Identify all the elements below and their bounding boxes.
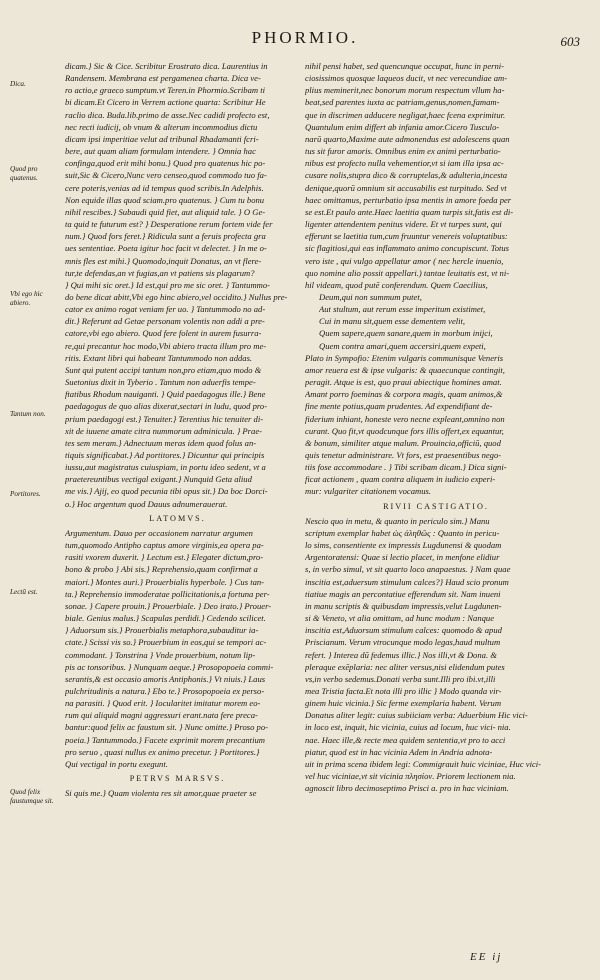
text-line: si & Veneto, vt alia omittam, ad hunc modum : Nanque bbox=[305, 613, 495, 624]
text-line: vero iste , qui vulgo appellatur amor ( nec hercle inuenio, bbox=[305, 255, 504, 266]
text-line: agnoscit libro decimoseptimo Prisci a. pro in hac viciniam. bbox=[305, 783, 509, 794]
text-line: ues sententiae. Poeta igitur hoc facit vt delectet. } In me o- bbox=[65, 243, 267, 254]
text-line: poeia.} Tantummodo.} Facete exprimit morem precantium bbox=[65, 734, 265, 745]
text-line: inscitia est,Aduorsum stimulum calces: quomodo & apud bbox=[305, 625, 502, 636]
text-line: xit de iuuene amate citra nummorum adminicula. } Prae- bbox=[65, 425, 262, 436]
text-line: curant. Quo fit,vt quodcunque fors illis offert,ex equantur, bbox=[305, 425, 504, 436]
text-line: narū quarto,Maxime aute admonendus est adolescens quan bbox=[305, 133, 510, 144]
text-line: pis ac tonsoribus. } Nunquam aeque.} Prosopopoeia commi- bbox=[65, 661, 274, 672]
right-castigatio-block bbox=[305, 515, 567, 795]
text-line: in loco est, inquit, hic vicinia, cuius ad locum, huc vici- nia. bbox=[305, 722, 511, 733]
text-line: me vis.} Ajij, eo quod pecunia tibi opus sit.} Da boc Dorci- bbox=[65, 486, 268, 497]
text-line: dicam ipsi imperitiae velut ad tribunal Rhadamanti fcri- bbox=[65, 133, 259, 144]
text-line: ta.} Reprehensio immoderatae pollicitationis,a fortuna per- bbox=[65, 588, 270, 599]
text-line: Cui in manu sit,quem esse dementem velit, bbox=[319, 316, 466, 327]
text-line: scriptum exemplar habet ὡς ἀληθῶς : Quanto in pericu- bbox=[305, 527, 500, 538]
text-line: ginem huic vicinia.} Sic ferme exemplaria habent. Verum bbox=[305, 698, 502, 709]
text-line: fiderium inhiant, honeste vero necne expleant,omnino non bbox=[305, 413, 505, 424]
text-line: dicam.} Sic & Cice. Scribitur Erostrato dica. Laurentius in bbox=[65, 61, 268, 71]
left-commentary-block bbox=[65, 60, 290, 510]
text-line: plius meminerit,nec bonorum morum respectum vllum ha- bbox=[305, 85, 505, 96]
text-line: bere, aut quam aliam formulam intendere. } Omnia hac bbox=[65, 146, 256, 157]
text-line: in manu scriptis & quibusdam impressis,velut Lugdunen- bbox=[305, 600, 502, 611]
text-line: hil videam, quod putē conferendum. Quem Caecilius, bbox=[305, 279, 488, 290]
text-line: confinga,quod erit mihi bonu.} Quod pro quatenus hic po- bbox=[65, 158, 266, 169]
text-line: maiori.} Montes auri.} Prouerbialis hyperbole. } Cus tan- bbox=[65, 576, 265, 587]
text-line: num.} Quod fors feret.} Ridicula sunt a feruis profecta gra bbox=[65, 231, 266, 242]
text-line: tiatiue magis an percontatiue efferendum sit. Nam inueni bbox=[305, 588, 501, 599]
text-line: cere poteris,venias ad id tempus quod scribis.In Adelphis. bbox=[65, 182, 264, 193]
margin-note-lectum-est: Lectū est. bbox=[10, 588, 38, 596]
text-line: Quem sapere,quem sanare,quem in morbum inijci, bbox=[319, 328, 493, 339]
margin-note-portitores: Portitores. bbox=[10, 490, 41, 498]
text-line: bono & probo } Abi sis.} Reprehensio,quam confirmat a bbox=[65, 564, 258, 575]
text-line: tiquis significabat.} Ad portitores.} Dicuntur qui principis bbox=[65, 450, 265, 460]
text-line: refert. } Interea dū fedemus illic.} Nos illi,vt & Dona. & bbox=[305, 649, 497, 660]
text-line: bantur:quod felix ac faustum sit. } Nunc omitte.} Proso po- bbox=[65, 722, 269, 733]
right-commentary-block bbox=[305, 60, 567, 291]
text-line: tur,te defendas,an vt fugias,an vt patiens sis plagarum? bbox=[65, 267, 255, 278]
text-line: pro seruo , quasi nullus ex animo precetur. } Portitores.} bbox=[65, 746, 260, 757]
margin-note-dica: Dica. bbox=[10, 80, 26, 88]
text-line: rasiti vxorem duxerit. } Lectum est.} Elegater dictum,pro- bbox=[65, 552, 264, 563]
text-line: Si quis me.} Quam violenta res sit amor,quae praeter se bbox=[65, 788, 257, 799]
text-line: haec omittamus, perturbatio ipsa mentis in amore foeda per bbox=[305, 194, 512, 205]
text-line: pulchritudinis a natura.} Ebo te.} Prosopopoeia ex perso- bbox=[65, 685, 265, 696]
section-head-latomus: LATOMVS. bbox=[149, 513, 206, 523]
text-line: pleraque exēplaria: nec aliter versus,nisi elidendum putes bbox=[305, 661, 505, 672]
text-line: se est.Et paulo ante.Haec laetitia quam turpis sit,fatis est di- bbox=[305, 206, 514, 217]
text-line: nihil pensi habet, sed quencunque occupat, hunc in perni- bbox=[305, 61, 505, 71]
text-line: ciosissimos quosque laqueos ducit, vt nec verecundiae am- bbox=[305, 73, 508, 84]
text-line: Plato in Sympofio: Etenim vulgaris communisque Veneris bbox=[305, 352, 504, 363]
text-line: dit.} Referunt ad Getae personam volentis non addi a pre- bbox=[65, 316, 265, 327]
text-line: ficat actionem , quam contra aliquem in iudicio experi- bbox=[305, 474, 496, 485]
text-line: praetereuntibus vectigal exigant.} Nunquid Geta aliud bbox=[65, 474, 252, 485]
text-line: quis tenetur administrare. Vt fors, est praesentibus nego- bbox=[305, 450, 502, 460]
text-line: ro actio,e graeco sumptum.vt Teren.in Phormio.Scribam ti bbox=[65, 85, 266, 96]
text-line: ta quid te futurum est? } Desperatione rerum fortem vide fer bbox=[65, 219, 273, 230]
signature-mark: EE ij bbox=[470, 951, 503, 963]
text-line: ritis. Extant libri qui habeant Tantummodo non addas. bbox=[65, 352, 253, 363]
text-line: peragit. Atque is est, quo praui abiectique homines amat. bbox=[305, 377, 502, 388]
text-line: Priscianum. Verum vtrocunque modo legas,haud multum bbox=[305, 637, 501, 648]
text-line: Non equide illas quod sciam.pro quatenus. } Cum tu bonu bbox=[65, 194, 265, 205]
text-line: prium paedagogi est.} Tenuiter.} Terentius hic tenuiter di- bbox=[65, 413, 264, 424]
text-line: sic flagitiosi,qui eas inflammato animo concupiscunt. Totus bbox=[305, 243, 510, 254]
text-line: } Aduorsum sis.} Prouerbialis metaphora,subauditur ia- bbox=[65, 625, 259, 636]
text-line: Argumentum. Dauo per occasionem narratur argumen bbox=[65, 527, 253, 538]
text-line: Suetonius dixit in Tyberio . Tantum non aduerfis tempe- bbox=[65, 377, 256, 388]
margin-note-tantum-non: Tantum non. bbox=[10, 410, 46, 418]
text-line: Sunt qui putent accipi tantum non,pro etiam,quo modo & bbox=[65, 364, 262, 375]
text-line: bi dicam.Et Cicero in Verrem actione quarta: Scribitur He bbox=[65, 97, 266, 108]
text-line: quo nomine alio possit appellari.) tantae leuitatis est, vt ni- bbox=[305, 267, 510, 278]
text-line: nihil rescibes.} Subaudi quid fiet, aut aliquid tale. } O Ge- bbox=[65, 206, 266, 217]
text-line: } Qui mihi sic oret.} Id est,qui pro me sic oret. } Tantummo- bbox=[65, 279, 271, 290]
text-line: Amant porro foeminas & corpora magis, quam animos,& bbox=[305, 389, 503, 400]
text-line: ftatibus Rhodum nauiganti. } Quid paedagogus ille.} Bene bbox=[65, 389, 266, 400]
text-line: paedagogus de quo alias dixerat,sectari in ludu, quod pro- bbox=[65, 401, 268, 412]
text-line: mur: vulgariter citationem vocamus. bbox=[305, 486, 432, 497]
text-line: rum qui aliquid magni aggressuri erant.nata fere preca- bbox=[65, 710, 258, 721]
text-line: cator ex animo rogat veniam fer uo. } Tantummodo no ad- bbox=[65, 304, 266, 315]
caecilius-verse-block bbox=[305, 291, 567, 352]
page-number: 603 bbox=[560, 34, 580, 49]
text-line: biale. Genius malus.} Scapulas perdidi.} Cedendo scilicet. bbox=[65, 613, 266, 624]
text-line: s, in verbo simul, vt sit quarto loco anapaestus. } Nam quae bbox=[305, 564, 511, 575]
text-line: fine mente potius,quam prudentes. Ad expendifiant de- bbox=[305, 401, 493, 412]
text-line: mea Tristia facta.Et nota illi pro illic } Modo quanda vir- bbox=[305, 685, 502, 696]
left-marsus-block bbox=[65, 787, 290, 799]
text-line: nibus est profecto nulla vehementior,vt si iam illa ipsa ac- bbox=[305, 158, 504, 169]
text-line: Nescio quo in metu, & quanto in periculo sim.} Manu bbox=[305, 515, 490, 526]
text-line: iussu,aut magistratus cuiuspiam, in portu ideo sedent, vt a bbox=[65, 462, 266, 473]
text-line: do bene dicat abitt,Vbi ego hinc abiero,vel occidito.} Nullus pre- bbox=[65, 291, 288, 302]
text-line: mnis fles est mihi.} Quomodo,inquit Donatus, an vt flere- bbox=[65, 255, 262, 266]
text-line: nec recti iudicij, ob vnum & alterum incommodius dictu bbox=[65, 121, 258, 132]
running-title: PHORMIO. bbox=[251, 28, 359, 47]
text-line: na parasiti. } Quod erit. } Iocularitet imitatur morem eo- bbox=[65, 698, 261, 709]
text-line: Quem contra amari,quem accersiri,quem expeti, bbox=[319, 340, 486, 351]
text-line: tus sit furor amoris. Omnibus enim ex animi perturbatio- bbox=[305, 146, 501, 157]
text-line: efferunt se laetitia tum,cum fruuntur venereis voluptatibus: bbox=[305, 231, 508, 242]
section-head-rivii-castigatio: RIVII CASTIGATIO. bbox=[383, 501, 489, 511]
text-line: beat,sed parentes iuxta ac patriam,genus,nomen,famam- bbox=[305, 97, 500, 108]
text-line: tiis fose accommodare . } Tibi scribam dicam.} Dica signi- bbox=[305, 462, 507, 473]
text-line: re,qui precantur hoc modo,Vbi abiero tracta illum pro me- bbox=[65, 340, 267, 351]
text-line: uit in prima scena ibidem legi: Commigrauit huic viciniae, Huc vici- bbox=[305, 758, 542, 769]
right-column bbox=[305, 60, 567, 794]
text-line: serantis,& est occasio amoris Antiphonis.} Vt niuis.} Laus bbox=[65, 673, 266, 684]
section-head-petrus-marsus: PETRVS MARSVS. bbox=[129, 774, 226, 784]
text-line: Qui vectigal in portu exegunt. bbox=[65, 758, 168, 769]
text-line: Randensem. Membrana est pergamenea charta. Dica ve- bbox=[65, 73, 261, 84]
text-line: denique,quorū omnium sit accusabilis est turpitudo. Sed vt bbox=[305, 182, 507, 193]
margin-note-vbi-ego: Vbi ego hic abiero. bbox=[10, 290, 43, 307]
text-line: vs,in verbo sedemus.Donati verba sunt.Illi pro ibi.vt,illi bbox=[305, 673, 496, 684]
text-line: piatur, quod est in hac vicinia Adem in Andria adnota- bbox=[305, 746, 493, 757]
margin-note-quod-pro-quatenus: Quod pro quatenus. bbox=[10, 165, 38, 182]
text-line: raclio dica. Buda.lib.primo de asse.Nec cadidi profecto est, bbox=[65, 109, 270, 120]
text-line: & bonum, similiter atque malum. Prouincia,officiū, quod bbox=[305, 437, 501, 448]
text-line: cusare nolis,stupra dico & corruptelas,& adulteria,incesta bbox=[305, 170, 508, 181]
text-line: ligenter attendentem penitus videre. Et vt turpes sunt, qui bbox=[305, 219, 502, 230]
text-line: Deum,qui non summum putet, bbox=[319, 291, 422, 302]
right-plato-block bbox=[305, 352, 567, 498]
left-argument-block bbox=[65, 527, 290, 770]
text-line: commodant. } Tonstrina } Vnde prouerbium, notum lip- bbox=[65, 649, 256, 660]
text-line: suit,Sic & Cicero,Nunc vero censeo,quod commodo tuo fa- bbox=[65, 170, 267, 181]
text-line: que in discrimen adducere negligat,haec fcena exprimitur. bbox=[305, 109, 506, 120]
text-line: amor reuera est & ipse vulgaris: & quaecunque contingit, bbox=[305, 364, 505, 375]
text-line: Aut stultum, aut rerum esse imperitum existimet, bbox=[319, 304, 486, 315]
text-line: tum,quomodo Antipho captus amore virginis,ea opera pa- bbox=[65, 540, 264, 551]
margin-note-quod-felix: Quod felix faustumque sit. bbox=[10, 788, 54, 805]
text-line: Quantulum enim differt ab infania amor.Cicero Tusculo- bbox=[305, 121, 500, 132]
text-line: nae. Haec ille,& recte mea quidem sententia,vt pro to acci bbox=[305, 734, 506, 745]
text-line: lo sims, consentiente ex impressis Lugdunensi & quodam bbox=[305, 540, 502, 551]
text-line: Donatus aliter legit: cuius subiiciam verba: Aduerbium Hic vici- bbox=[305, 710, 528, 721]
left-column bbox=[65, 60, 290, 799]
text-line: vel huc viciniae,vt sit vicinia πλησίον. Priorem lectionem nia. bbox=[305, 771, 516, 782]
text-line: tes sem meram.} Adnectuum meras idem quod folus an- bbox=[65, 437, 257, 448]
text-line: inscitia est,aduersum stimulum calces?} Haud scio pronum bbox=[305, 576, 509, 587]
text-line: o.} Hoc argentum quod Dauus adnumerauerat. bbox=[65, 498, 228, 509]
text-line: Argentoratensi: Quae si lectio placet, in menfone elidiur bbox=[305, 552, 500, 563]
text-line: ctate.} Scissi vis so.} Prouerbium in eos,qui se tempori ac- bbox=[65, 637, 267, 648]
text-line: sonae. } Capere prouin.} Prouerbiale. } Deo irato.} Prouer- bbox=[65, 600, 272, 611]
text-line: catore,vbi ego abiero. Quod fere folent in aurem fusurra- bbox=[65, 328, 262, 339]
